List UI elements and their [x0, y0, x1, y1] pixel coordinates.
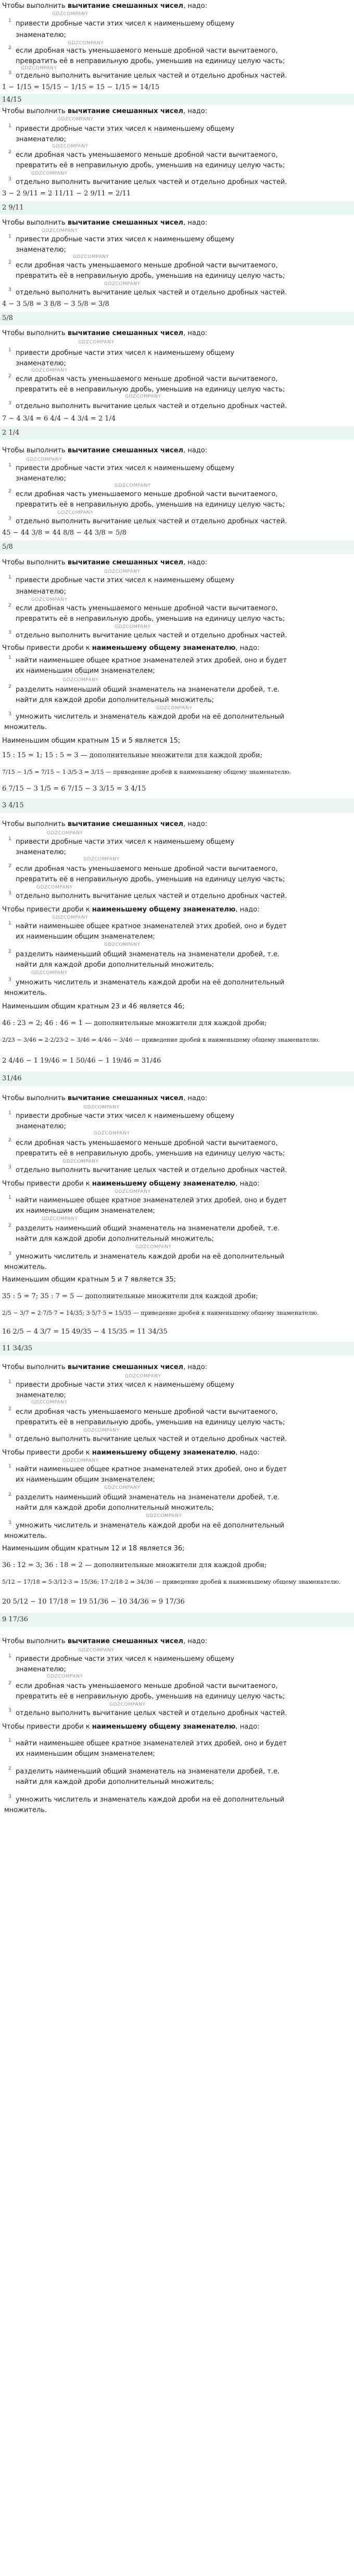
- problem-10: [0, 1636, 354, 1907]
- step-3: 3 отдельно выполнить вычитание целых частей и отдельно дробных частей.: [8, 177, 287, 186]
- watermark: GDZCOMPANY: [31, 970, 68, 976]
- watermark: GDZCOMPANY: [52, 144, 88, 149]
- step-3: 3 отдельно выполнить вычитание целых частей и отдельно дробных частей.: [8, 1434, 287, 1443]
- watermark: GDZCOMPANY: [57, 117, 94, 122]
- answer: 2 9/11: [2, 204, 24, 212]
- step-2-line2: превратить её в неправильную дробь, уменьшив на единицу целую часть;: [16, 272, 285, 280]
- watermark: GDZCOMPANY: [78, 340, 115, 345]
- watermark: GDZCOMPANY: [115, 624, 151, 630]
- watermark: GDZCOMPANY: [47, 831, 83, 836]
- watermark: GDZCOMPANY: [26, 457, 62, 462]
- intro-text: Чтобы выполнить вычитание смешанных чисел, надо:: [2, 107, 208, 115]
- lcd-step-2-line2: найти для каждой дроби дополнительный множитель;: [16, 1235, 214, 1243]
- step-3: 3 отдельно выполнить вычитание целых частей и отдельно дробных частей.: [8, 630, 287, 639]
- step-2: 2 если дробная часть уменьшаемого меньше дробной части вычитаемого,: [8, 1407, 278, 1416]
- step-1-line2: знаменателю;: [16, 135, 66, 143]
- problem-2: [0, 106, 354, 216]
- intro-text: Чтобы выполнить вычитание смешанных чисел, надо:: [2, 1637, 208, 1645]
- watermark: GDZCOMPANY: [21, 66, 57, 71]
- lcd-step-1-line2: их наименьшим общим знаменателем;: [16, 1207, 155, 1215]
- calculation: 3 − 2 9/11 = 2 11/11 − 2 9/11 = 2/11: [2, 190, 131, 198]
- watermark: GDZCOMPANY: [31, 368, 68, 373]
- lcd-text: Наименьшим общим кратным 5 и 7 является 35;: [2, 1276, 176, 1284]
- answer-band: [0, 1071, 354, 1086]
- step-2-line2: превратить её в неправильную дробь, уменьшив на единицу целую часть;: [16, 1693, 285, 1700]
- watermark: GDZCOMPANY: [36, 885, 73, 890]
- answer-band: [0, 94, 354, 105]
- conversion: 5/12 − 17/18 = 5·3/12·3 = 15/36; 17·2/18·2 = 34/36 — приведение дробей к наименьшему общему знаменателю.: [2, 1579, 341, 1585]
- step-1-line2: знаменателю;: [16, 246, 66, 254]
- watermark: GDZCOMPANY: [78, 1648, 115, 1653]
- step-1-line2: знаменателю;: [16, 475, 66, 483]
- multipliers: 36 : 12 = 3; 36 : 18 = 2 — дополнительные множители для каждой дроби;: [2, 1561, 267, 1569]
- intro-text: Чтобы выполнить вычитание смешанных чисел, надо:: [2, 820, 208, 828]
- step-1: 1 привести дробные части этих чисел к наименьшему общему: [8, 1654, 235, 1663]
- watermark: GDZCOMPANY: [42, 228, 78, 233]
- watermark: GDZCOMPANY: [83, 1428, 120, 1433]
- watermark: GDZCOMPANY: [31, 171, 68, 176]
- lcd-intro: Чтобы привести дроби к наименьшему общему знаменателю, надо:: [2, 1723, 260, 1731]
- calculation: 45 − 44 3/8 = 44 8/8 − 44 3/8 = 5/8: [2, 529, 127, 537]
- problem-3: [0, 218, 354, 326]
- step-3: 3 отдельно выполнить вычитание целых частей и отдельно дробных частей.: [8, 891, 287, 900]
- lcd-step-3: 3 умножить числитель и знаменатель каждой дроби на её дополнительный: [8, 1251, 285, 1261]
- step-2-line2: превратить её в неправильную дробь, уменьшив на единицу целую часть;: [16, 57, 285, 65]
- intro-text: Чтобы выполнить вычитание смешанных чисел, надо:: [2, 219, 208, 227]
- lcd-step-3: 3 умножить числитель и знаменатель каждой дроби на её дополнительный: [8, 1520, 285, 1530]
- answer: 3 4/15: [2, 802, 24, 809]
- step-2-line2: превратить её в неправильную дробь, уменьшив на единицу целую часть;: [16, 1419, 285, 1426]
- step-1: 1 привести дробные части этих чисел к наименьшему общему: [8, 463, 235, 472]
- step-1: 1 привести дробные части этих чисел к наименьшему общему: [8, 18, 235, 28]
- answer-band: [0, 426, 354, 440]
- lcd-step-1: 1 найти наименьшее общее кратное знаменателей этих дробей, оно и будет: [8, 921, 287, 930]
- calculation: 2 4/46 − 1 19/46 = 1 50/46 − 1 19/46 = 31/46: [2, 1057, 161, 1065]
- problem-7: [0, 819, 354, 1090]
- lcd-intro: Чтобы привести дроби к наименьшему общему знаменателю, надо:: [2, 644, 260, 652]
- watermark: GDZCOMPANY: [62, 1159, 99, 1164]
- watermark: GDZCOMPANY: [62, 677, 99, 683]
- step-3: 3 отдельно выполнить вычитание целых частей и отдельно дробных частей.: [8, 1165, 287, 1174]
- step-3: 3 отдельно выполнить вычитание целых частей и отдельно дробных частей.: [8, 401, 287, 410]
- calculation: 4 − 3 5/8 = 3 8/8 − 3 5/8 = 3/8: [2, 300, 109, 308]
- lcd-step-1-line2: их наименьшим общим знаменателем;: [16, 667, 155, 675]
- step-1: 1 привести дробные части этих чисел к наименьшему общему: [8, 1111, 235, 1120]
- calculation: 20 5/12 − 10 17/18 = 19 51/36 − 10 34/36 = 9 17/36: [2, 1598, 185, 1606]
- conversion: 2/5 − 3/7 = 2·7/5·7 = 14/35; 3·5/7·5 = 15/35 — приведение дробей к наименьшему общему знаменателю.: [2, 1310, 319, 1316]
- watermark: GDZCOMPANY: [47, 1674, 83, 1679]
- watermark: GDZCOMPANY: [104, 1485, 141, 1490]
- lcd-step-2: 2 разделить наименьший общий знаменатель на знаменатели дробей, т.е.: [8, 949, 280, 958]
- watermark: GDZCOMPANY: [115, 1189, 151, 1194]
- step-1-line2: знаменателю;: [16, 588, 66, 596]
- lcd-step-3: 3 умножить числитель и знаменатель каждой дроби на её дополнительный: [8, 711, 285, 721]
- multipliers: 35 : 5 = 7; 35 : 7 = 5 — дополнительные множители для каждой дроби;: [2, 1292, 258, 1300]
- step-1-line2: знаменателю;: [16, 1391, 66, 1399]
- step-2: 2 если дробная часть уменьшаемого меньше дробной части вычитаемого,: [8, 374, 278, 383]
- intro-text: Чтобы выполнить вычитание смешанных чисел, надо:: [2, 2, 208, 10]
- step-3: 3 отдельно выполнить вычитание целых частей и отдельно дробных частей.: [8, 287, 287, 297]
- watermark: GDZCOMPANY: [73, 254, 109, 260]
- step-2-line2: превратить её в неправильную дробь, уменьшив на единицу целую часть;: [16, 162, 285, 169]
- answer-band: [0, 312, 354, 325]
- step-2: 2 если дробная часть уменьшаемого меньше дробной части вычитаемого,: [8, 1138, 278, 1147]
- watermark: GDZCOMPANY: [52, 11, 88, 17]
- watermark: GDZCOMPANY: [104, 942, 141, 947]
- step-1: 1 привести дробные части этих чисел к наименьшему общему: [8, 1379, 235, 1389]
- intro-text: Чтобы выполнить вычитание смешанных чисел, надо:: [2, 1363, 208, 1371]
- step-2: 2 если дробная часть уменьшаемого меньше дробной части вычитаемого,: [8, 45, 278, 55]
- step-1: 1 привести дробные части этих чисел к наименьшему общему: [8, 234, 235, 243]
- step-3: 3 отдельно выполнить вычитание целых частей и отдельно дробных частей.: [8, 516, 287, 525]
- conversion: 7/15 − 1/5 = 7/15 − 1·3/5·3 = 3/15 — приведение дробей к наименьшему общему знаменателю.: [2, 769, 292, 775]
- lcd-step-3-line2: множитель.: [4, 1532, 47, 1540]
- lcd-text: Наименьшим общим кратным 12 и 18 является 36;: [2, 1545, 185, 1552]
- watermark: GDZCOMPANY: [31, 1400, 68, 1405]
- step-2-line2: превратить её в неправильную дробь, уменьшив на единицу целую часть;: [16, 501, 285, 509]
- lcd-intro: Чтобы привести дроби к наименьшему общему знаменателю, надо:: [2, 1180, 260, 1188]
- intro-text: Чтобы выполнить вычитание смешанных чисел, надо:: [2, 559, 208, 566]
- answer: 9 17/36: [2, 1616, 28, 1623]
- watermark: GDZCOMPANY: [125, 1374, 161, 1379]
- lcd-step-1: 1 найти наименьшее общее кратное знаменателей этих дробей, оно и будет: [8, 1195, 287, 1204]
- answer: 31/46: [2, 1075, 22, 1082]
- lcd-step-2: 2 разделить наименьший общий знаменатель на знаменатели дробей, т.е.: [8, 1492, 280, 1501]
- lcd-step-1-line2: их наименьшим общим знаменателем;: [16, 1476, 155, 1484]
- problem-4: [0, 328, 354, 443]
- watermark: GDZCOMPANY: [57, 510, 94, 515]
- step-2: 2 если дробная часть уменьшаемого меньше дробной части вычитаемого,: [8, 489, 278, 498]
- lcd-step-1: 1 найти наименьшее общее кратное знаменателей этих дробей, оно и будет: [8, 1738, 287, 1747]
- problem-8: [0, 1093, 354, 1359]
- watermark: GDZCOMPANY: [68, 41, 104, 46]
- intro-text: Чтобы выполнить вычитание смешанных чисел, надо:: [2, 329, 208, 337]
- watermark: GDZCOMPANY: [83, 857, 120, 862]
- step-2: 2 если дробная часть уменьшаемого меньше дробной части вычитаемого,: [8, 260, 278, 269]
- lcd-step-3: 3 умножить числитель и знаменатель каждой дроби на её дополнительный: [8, 1794, 285, 1804]
- problem-1: [0, 0, 354, 104]
- multipliers: 15 : 15 = 1; 15 : 5 = 3 — дополнительные множители для каждой дроби;: [2, 751, 263, 759]
- watermark: GDZCOMPANY: [146, 1513, 182, 1519]
- step-2: 2 если дробная часть уменьшаемого меньше дробной части вычитаемого,: [8, 150, 278, 159]
- step-2-line2: превратить её в неправильную дробь, уменьшив на единицу целую часть;: [16, 386, 285, 393]
- answer-band: [0, 798, 354, 813]
- lcd-step-1: 1 найти наименьшее общее кратное знаменателей этих дробей, оно и будет: [8, 655, 287, 664]
- lcd-text: Наименьшим общим кратным 23 и 46 является 46;: [2, 1003, 185, 1010]
- calculation: 7 − 4 3/4 = 6 4/4 − 4 3/4 = 2 1/4: [2, 415, 116, 423]
- watermark: GDZCOMPANY: [156, 706, 193, 711]
- lcd-step-3-line2: множитель.: [4, 1263, 47, 1271]
- answer: 2 1/4: [2, 429, 20, 437]
- step-2: 2 если дробная часть уменьшаемого меньше дробной части вычитаемого,: [8, 864, 278, 873]
- conversion: 2/23 − 3/46 = 2·2/23·2 − 3/46 = 4/46 − 3/46 — приведение дробей к наименьшему общему знаменателю.: [2, 1037, 320, 1043]
- step-2-line2: превратить её в неправильную дробь, уменьшив на единицу целую часть;: [16, 876, 285, 883]
- lcd-intro: Чтобы привести дроби к наименьшему общему знаменателю, надо:: [2, 906, 260, 914]
- watermark: GDZCOMPANY: [104, 281, 141, 287]
- answer: 5/8: [2, 543, 13, 551]
- calculation: 6 7/15 − 3 1/5 = 6 7/15 − 3 3/15 = 3 4/15: [2, 785, 146, 793]
- step-1: 1 привести дробные части этих чисел к наименьшему общему: [8, 575, 235, 584]
- watermark: GDZCOMPANY: [42, 1216, 78, 1222]
- answer-band: [0, 201, 354, 215]
- watermark: GDZCOMPANY: [94, 1131, 130, 1136]
- lcd-step-2-line2: найти для каждой дроби дополнительный множитель;: [16, 1778, 214, 1786]
- problem-5: [0, 446, 354, 555]
- step-1: 1 привести дробные части этих чисел к наименьшему общему: [8, 348, 235, 357]
- step-2: 2 если дробная часть уменьшаемого меньше дробной части вычитаемого,: [8, 1681, 278, 1690]
- watermark: GDZCOMPANY: [31, 597, 68, 602]
- lcd-step-2-line2: найти для каждой дроби дополнительный множитель;: [16, 696, 214, 704]
- lcd-step-2: 2 разделить наименьший общий знаменатель на знаменатели дробей, т.е.: [8, 1223, 280, 1232]
- answer: 11 34/35: [2, 1345, 33, 1352]
- step-2: 2 если дробная часть уменьшаемого меньше дробной части вычитаемого,: [8, 603, 278, 612]
- step-1: 1 привести дробные части этих чисел к наименьшему общему: [8, 124, 235, 133]
- lcd-step-1-line2: их наименьшим общим знаменателем;: [16, 1750, 155, 1758]
- watermark: GDZCOMPANY: [104, 569, 141, 574]
- watermark: GDZCOMPANY: [115, 483, 151, 488]
- lcd-step-3-line2: множитель.: [4, 723, 47, 731]
- step-3: 3 отдельно выполнить вычитание целых частей и отдельно дробных частей.: [8, 70, 287, 80]
- lcd-step-3-line2: множитель.: [4, 1806, 47, 1814]
- intro-text: Чтобы выполнить вычитание смешанных чисел, надо:: [2, 1094, 208, 1102]
- calculation: 16 2/5 − 4 3/7 = 15 49/35 − 4 15/35 = 11 34/35: [2, 1328, 168, 1336]
- step-1-line2: знаменателю;: [16, 1666, 66, 1673]
- lcd-text: Наименьшим общим кратным 15 и 5 является 15;: [2, 737, 181, 745]
- answer: 14/15: [2, 96, 22, 104]
- watermark: GDZCOMPANY: [135, 1244, 172, 1250]
- calculation: 1 − 1/15 = 15/15 − 1/15 = 15 − 1/15 = 14/15: [2, 83, 160, 91]
- step-2-line2: превратить её в неправильную дробь, уменьшив на единицу целую часть;: [16, 1150, 285, 1157]
- step-1-line2: знаменателю;: [16, 31, 66, 39]
- lcd-step-3-line2: множитель.: [4, 989, 47, 997]
- answer-band: [0, 1612, 354, 1627]
- lcd-step-2: 2 разделить наименьший общий знаменатель на знаменатели дробей, т.е.: [8, 1766, 280, 1776]
- answer: 5/8: [2, 314, 13, 322]
- intro-text: Чтобы выполнить вычитание смешанных чисел, надо:: [2, 447, 208, 454]
- step-1-line2: знаменателю;: [16, 360, 66, 367]
- lcd-step-1-line2: их наименьшим общим знаменателем;: [16, 933, 155, 941]
- answer-band: [0, 540, 354, 554]
- lcd-step-2-line2: найти для каждой дроби дополнительный множитель;: [16, 1504, 214, 1512]
- problem-6: [0, 558, 354, 816]
- lcd-step-3: 3 умножить числитель и знаменатель каждой дроби на её дополнительный: [8, 977, 285, 987]
- lcd-intro: Чтобы привести дроби к наименьшему общему знаменателю, надо:: [2, 1449, 260, 1457]
- watermark: GDZCOMPANY: [109, 1702, 146, 1707]
- step-1-line2: знаменателю;: [16, 1123, 66, 1130]
- step-1-line2: знаменателю;: [16, 848, 66, 856]
- watermark: GDZCOMPANY: [62, 1458, 99, 1463]
- step-3: 3 отдельно выполнить вычитание целых частей и отдельно дробных частей.: [8, 1708, 287, 1717]
- lcd-step-2: 2 разделить наименьший общий знаменатель на знаменатели дробей, т.е.: [8, 684, 280, 694]
- watermark: GDZCOMPANY: [52, 915, 88, 920]
- problem-9: [0, 1362, 354, 1633]
- watermark: GDZCOMPANY: [125, 394, 161, 399]
- watermark: GDZCOMPANY: [83, 1105, 120, 1110]
- lcd-step-2-line2: найти для каждой дроби дополнительный множитель;: [16, 961, 214, 969]
- step-2-line2: превратить её в неправильную дробь, уменьшив на единицу целую часть;: [16, 615, 285, 623]
- multipliers: 46 : 23 = 2; 46 : 46 = 1 — дополнительные множители для каждой дроби;: [2, 1019, 267, 1027]
- step-1: 1 привести дробные части этих чисел к наименьшему общему: [8, 836, 235, 846]
- lcd-step-1: 1 найти наименьшее общее кратное знаменателей этих дробей, оно и будет: [8, 1464, 287, 1473]
- answer-band: [0, 1341, 354, 1356]
